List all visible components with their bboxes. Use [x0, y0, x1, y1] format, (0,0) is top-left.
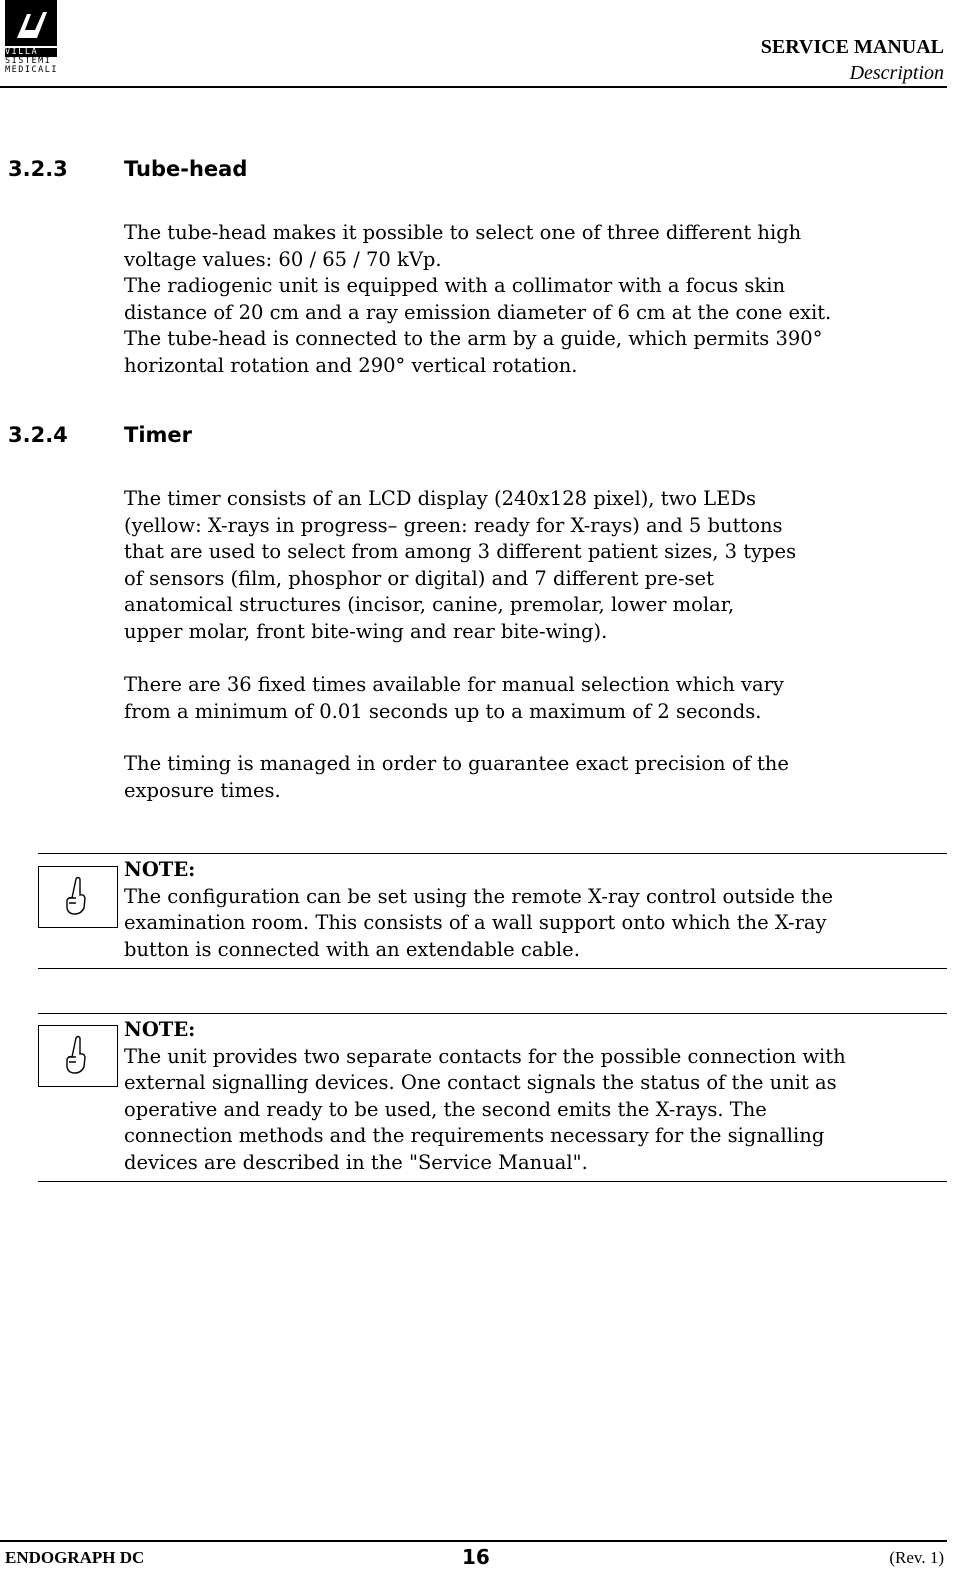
header-subtitle: Description: [849, 62, 944, 84]
header-rule: [0, 86, 947, 88]
header-title: SERVICE MANUAL: [760, 36, 944, 58]
section-title: Tube-head: [124, 157, 248, 181]
footer-revision: (Rev. 1): [889, 1548, 944, 1567]
note-top-rule: [38, 1013, 947, 1014]
paragraph: The timer consists of an LCD display (240x128 pixel), two LEDs (yellow: X-rays in progress– green: ready for X-rays) and 5 buttons that are used to select from among 3 different patient sizes, 3 types of sensors (film, phosphor or digital) and 7 different pre-set anatomical structures (incisor, canine, premolar, lower molar, upper molar, front bite-wing and rear bite-wing).: [124, 487, 797, 643]
note-icon-box: [38, 1025, 118, 1087]
section-number: 3.2.3: [8, 157, 68, 181]
footer-rule: [0, 1540, 947, 1542]
note: NOTE: The configuration can be set using the remote X-ray control outside the examination room. This consists of a wall support onto which the X-ray button is connected with an extendable cable.: [124, 858, 834, 961]
note: NOTE: The unit provides two separate contacts for the possible connection with external signalling devices. One contact signals the status of the unit as operative and ready to be used, the second emits the X-rays. The connection methods and the requirements necessary for the signalling devices are described in the "Service Manual".: [124, 1018, 846, 1174]
note-top-rule: [38, 853, 947, 854]
footer-product: ENDOGRAPH DC: [5, 1548, 145, 1567]
section-number: 3.2.4: [8, 423, 68, 447]
note-icon-box: [38, 866, 118, 928]
paragraph: There are 36 fixed times available for manual selection which vary from a minimum of 0.01 seconds up to a maximum of 2 seconds.: [124, 673, 784, 723]
section-title: Timer: [124, 423, 193, 447]
paragraph: The tube-head makes it possible to select one of three different high voltage values: 60 / 65 / 70 kVp. The radiogenic unit is equipped with a collimator with a focus skin distance of 20 cm and a ray emission diameter of 6 cm at the cone exit. The tube-head is connected to the arm by a guide, which permits 390° horizontal rotation and 290° vertical rotation.: [124, 221, 832, 377]
page-number: 16: [462, 1545, 490, 1569]
note-bottom-rule: [38, 968, 947, 969]
paragraph: The timing is managed in order to guarantee exact precision of the exposure times.: [124, 752, 789, 802]
pointing-hand-icon: [39, 1026, 117, 1086]
note-bottom-rule: [38, 1181, 947, 1182]
villa-logo: VILLA SISTEMI MEDICALI: [5, 0, 57, 80]
pointing-hand-icon: [39, 867, 117, 927]
logo-mark-icon: [5, 0, 57, 46]
